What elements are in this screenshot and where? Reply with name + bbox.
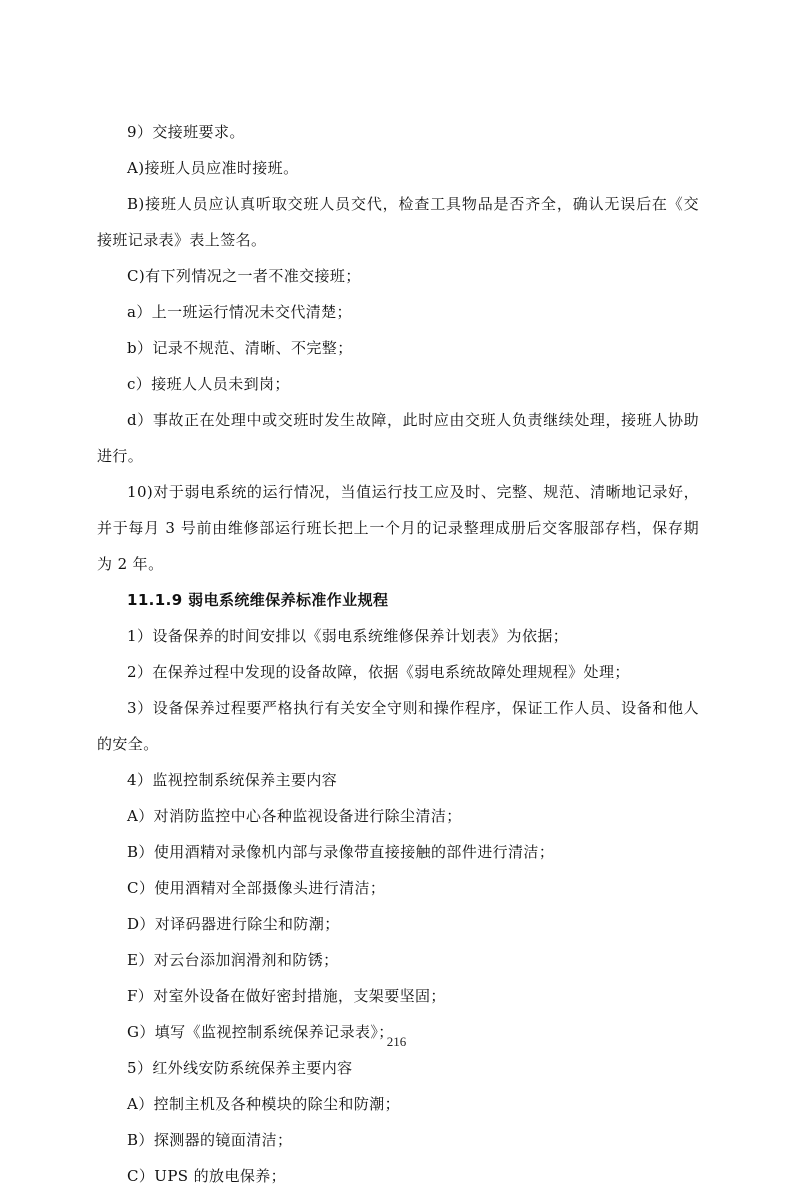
- paragraph-item-c: C)有下列情况之一者不准交接班；: [127, 267, 361, 285]
- paragraph-record-keeping: 10)对于弱电系统的运行情况，当值运行技工应及时、完整、规范、清晰地记录好，并于每月 3 号前由维修部运行班长把上一个月的记录整理成册后交客服部存档，保存期为 2 年。: [97, 483, 699, 573]
- maintenance-item-4: 4）监视控制系统保养主要内容: [127, 771, 338, 789]
- maintenance-item-3: 3）设备保养过程要严格执行有关安全守则和操作程序，保证工作人员、设备和他人的安全。: [97, 699, 699, 753]
- monitoring-item-c: C）使用酒精对全部摄像头进行清洁；: [127, 879, 386, 897]
- monitoring-item-f: F）对室外设备在做好密封措施，支架要坚固；: [127, 987, 446, 1005]
- paragraph-subitem-c: c）接班人人员未到岗；: [127, 375, 290, 393]
- monitoring-item-g: G）填写《监视控制系统保养记录表》；: [127, 1023, 394, 1041]
- paragraph-item-a: A)接班人员应准时接班。: [127, 159, 299, 177]
- maintenance-item-1: 1）设备保养的时间安排以《弱电系统维修保养计划表》为依据；: [127, 627, 569, 645]
- infrared-item-b: B）探测器的镜面清洁；: [127, 1131, 293, 1149]
- monitoring-item-d: D）对译码器进行除尘和防潮；: [127, 915, 340, 933]
- monitoring-item-e: E）对云台添加润滑剂和防锈；: [127, 951, 339, 969]
- paragraph-item-b: B)接班人员应认真听取交班人员交代，检查工具物品是否齐全，确认无误后在《交接班记录表》表上签名。: [97, 195, 699, 249]
- paragraph-subitem-a: a）上一班运行情况未交代清楚；: [127, 303, 352, 321]
- page-number: 216: [386, 1034, 407, 1049]
- section-heading: 11.1.9 弱电系统维保养标准作业规程: [127, 591, 389, 609]
- handover-requirements-heading: 9）交接班要求。: [127, 123, 245, 141]
- infrared-item-a: A）控制主机及各种模块的除尘和防潮；: [127, 1095, 401, 1113]
- paragraph-subitem-d: d）事故正在处理中或交班时发生故障，此时应由交班人负责继续处理，接班人协助进行。: [97, 411, 699, 465]
- maintenance-item-5: 5）红外线安防系统保养主要内容: [127, 1059, 353, 1077]
- paragraph-subitem-b: b）记录不规范、清晰、不完整；: [127, 339, 353, 357]
- infrared-item-c: C）UPS 的放电保养；: [127, 1167, 287, 1185]
- page-body: [97, 114, 699, 1194]
- monitoring-item-b: B）使用酒精对录像机内部与录像带直接接触的部件进行清洁；: [127, 843, 555, 861]
- monitoring-item-a: A）对消防监控中心各种监视设备进行除尘清洁；: [127, 807, 462, 825]
- maintenance-item-2: 2）在保养过程中发现的设备故障，依据《弱电系统故障处理规程》处理；: [127, 663, 630, 681]
